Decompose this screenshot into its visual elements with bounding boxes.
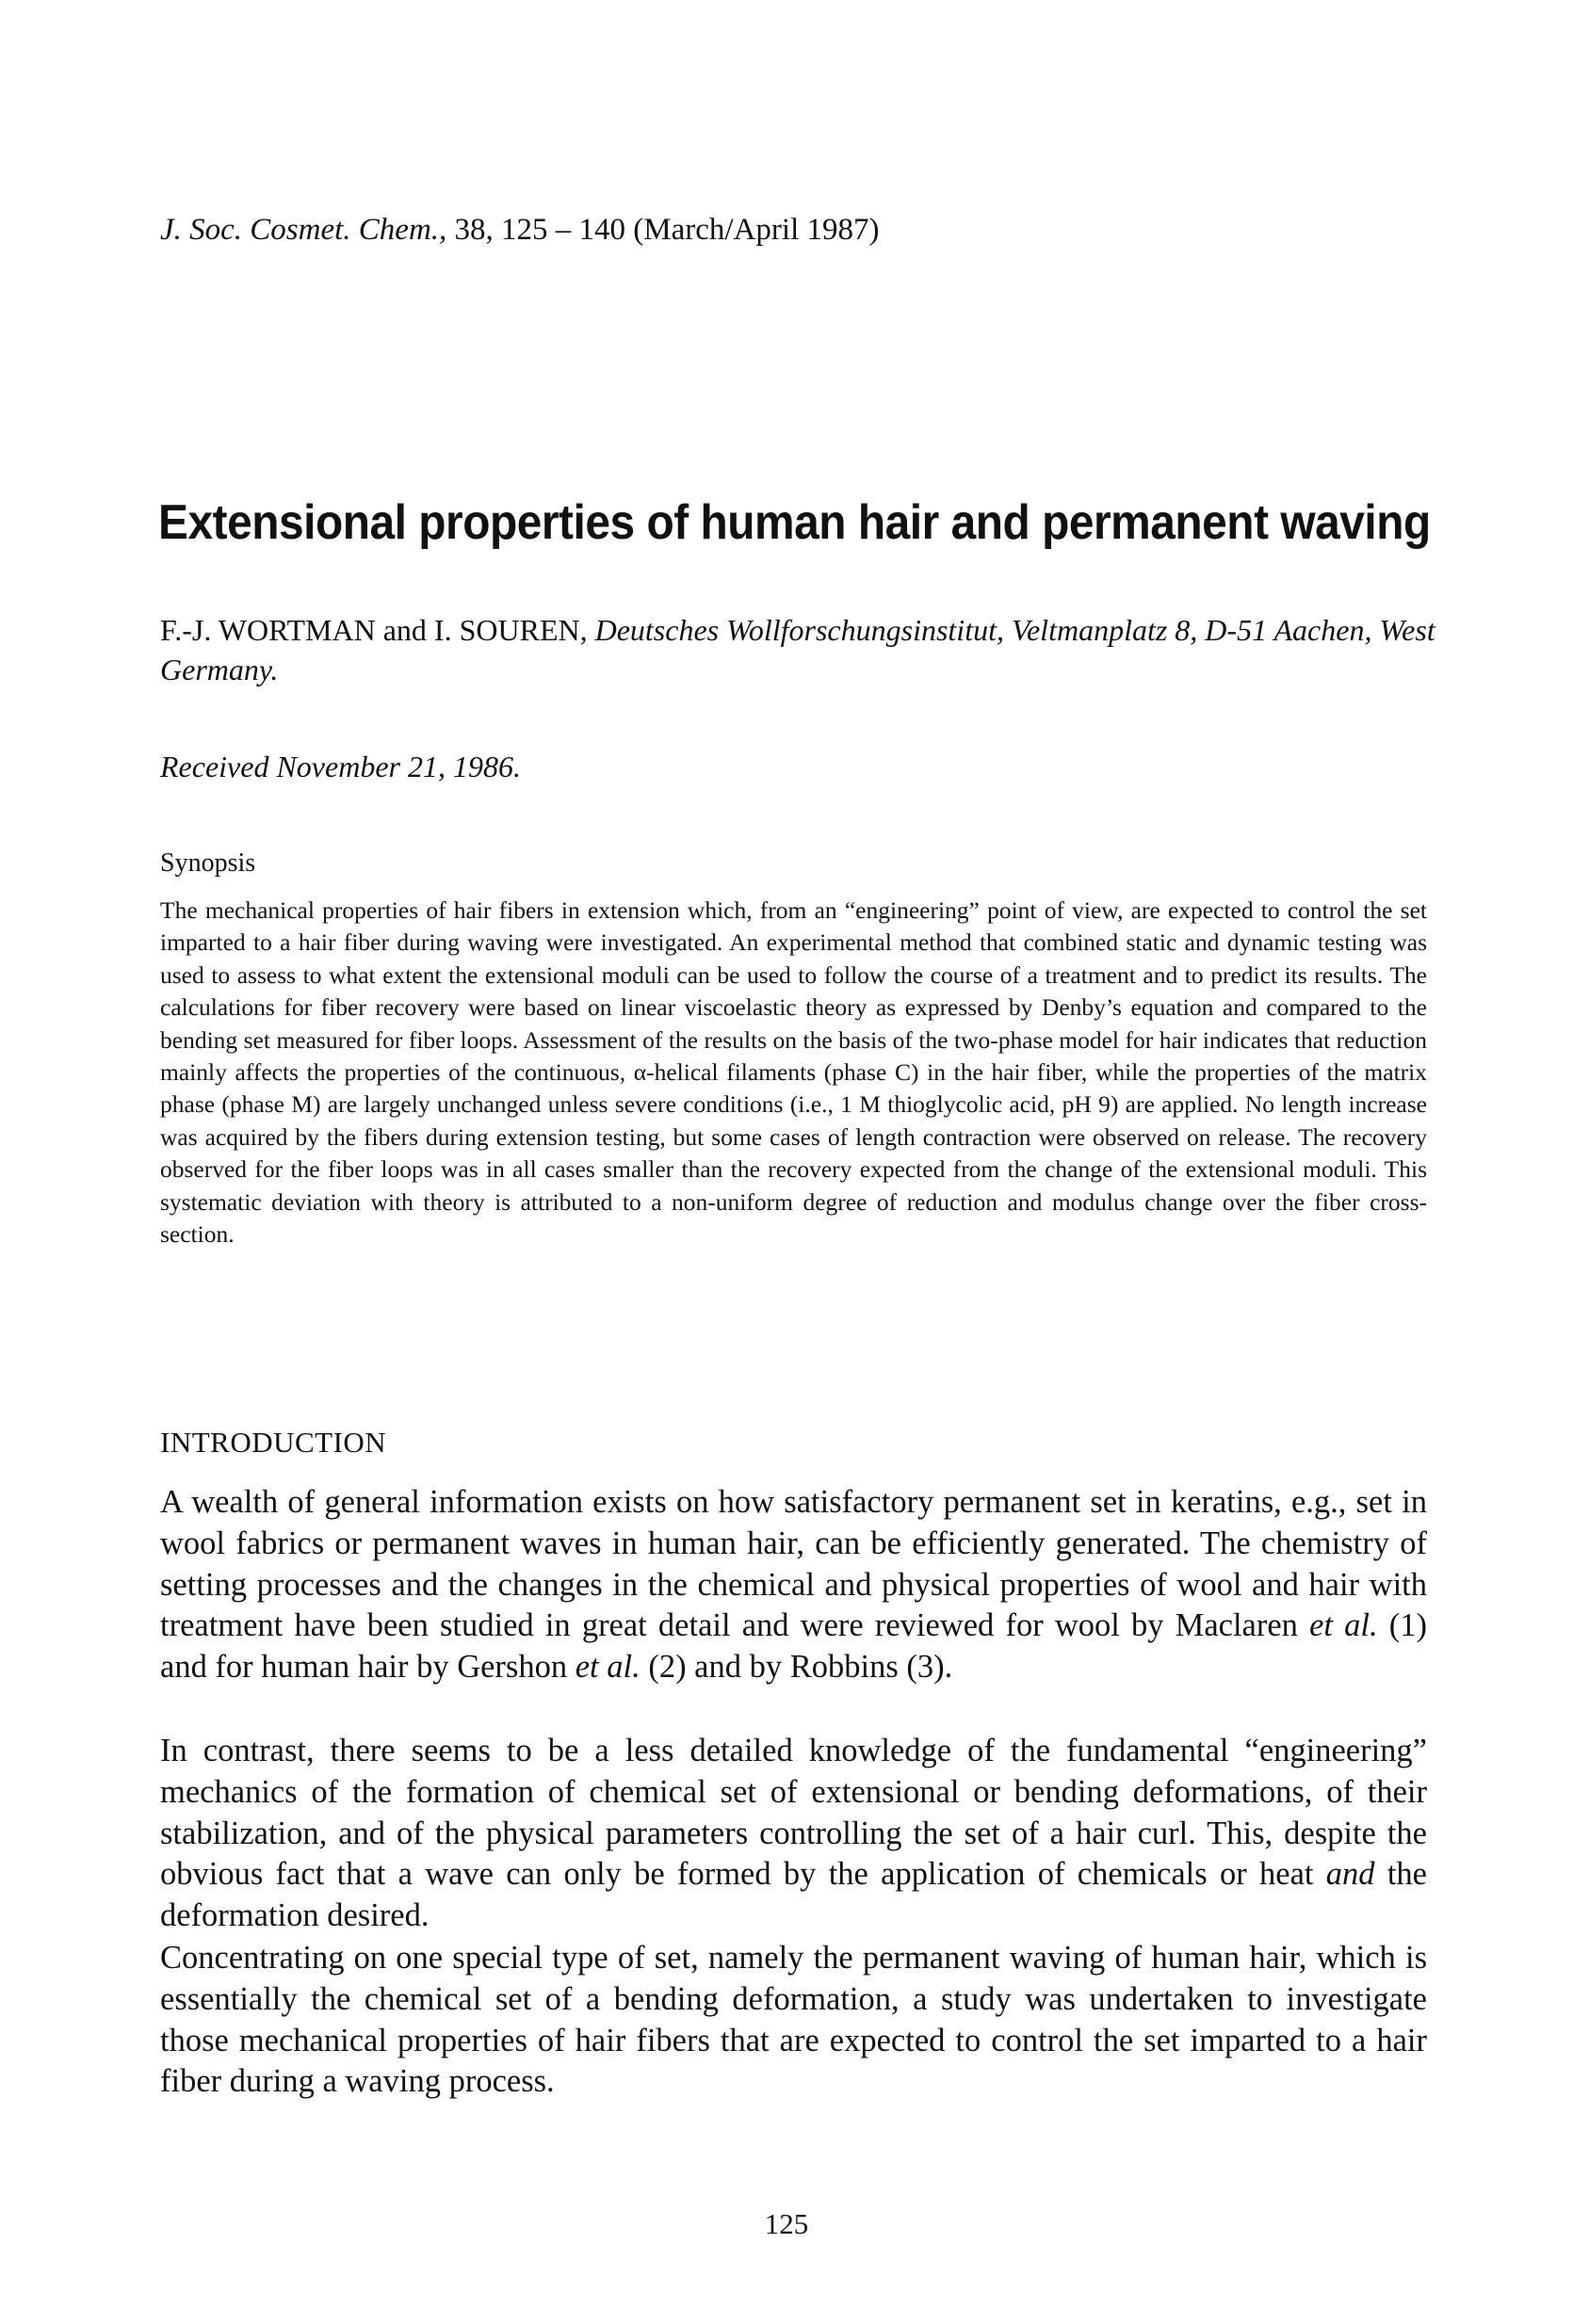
- introduction-paragraph-2: [160, 1731, 1427, 1937]
- journal-volume: 38,: [454, 213, 494, 247]
- paper-title: Extensional properties of human hair and permanent waving: [158, 495, 1431, 550]
- synopsis-heading: Synopsis: [160, 848, 256, 878]
- intro-p1-text-c: (2) and by Robbins (3).: [640, 1649, 953, 1686]
- author-affiliation: Deutsches Wollforschungsinstitut, Veltmanplatz 8, D-51 Aachen, West Germany.: [160, 613, 1435, 686]
- intro-p1-etal-1: et al.: [1309, 1607, 1378, 1644]
- intro-p2-text-b: the deformation desired.: [160, 1856, 1427, 1934]
- journal-pages-date: 125 – 140 (March/April 1987): [501, 213, 880, 247]
- introduction-paragraph-1: [160, 1482, 1427, 1688]
- intro-p2-and: and: [1325, 1856, 1375, 1893]
- intro-p1-text-b: (1) and for human hair by Gershon: [160, 1607, 1428, 1686]
- intro-p2-text-a: In contrast, there seems to be a less detailed knowledge of the fundamental “engineering” mechanics of the formation of chemical set of extensional or bending deformations, of their stabilization, and of the physical parameters controlling the set of a hair curl. This, despite the obvious fact that a wave can only be formed by the application of chemicals or heat: [160, 1733, 1427, 1893]
- received-date: Received November 21, 1986.: [160, 750, 521, 783]
- intro-p1-etal-2: et al.: [575, 1649, 641, 1686]
- author-block: [160, 610, 1451, 689]
- synopsis-body: The mechanical properties of hair fibers in extension which, from an “engineering” point of view, are expected to control the set imparted to a hair fiber during waving were investigated. An experimental method that combined static and dynamic testing was used to assess to what extent the extensional moduli can be used to follow the course of a treatment and to predict its results. The calculations for fiber recovery were based on linear viscoelastic theory as expressed by Denby’s equation and compared to the bending set measured for fiber loops. Assessment of the results on the basis of the two-phase model for hair indicates that reduction mainly affects the properties of the continuous, α-helical filaments (phase C) in the hair fiber, while the properties of the matrix phase (phase M) are largely unchanged unless severe conditions (i.e., 1 M thioglycolic acid, pH 9) are applied. No length increase was acquired by the fibers during extension testing, but some cases of length contraction were observed on release. The recovery observed for the fiber loops was in all cases smaller than the recovery expected from the change of the extensional moduli. This systematic deviation with theory is attributed to a non-uniform degree of reduction and modulus change over the fiber cross-section.: [160, 896, 1427, 1249]
- author-names: F.-J. WORTMAN and I. SOUREN,: [160, 613, 588, 647]
- journal-name: J. Soc. Cosmet. Chem.,: [160, 213, 447, 247]
- intro-p1-text-a: A wealth of general information exists on how satisfactory permanent set in keratins, e.g., set in wool fabrics or permanent waves in human hair, can be efficiently generated. The chemistry of setting processes and the changes in the chemical and physical properties of wool and hair with treatment have been studied in great detail and were reviewed for wool by Maclaren: [160, 1484, 1427, 1644]
- journal-citation: [160, 209, 1479, 250]
- introduction-heading: INTRODUCTION: [160, 1426, 387, 1459]
- introduction-paragraph-3: Concentrating on one special type of set, namely the permanent waving of human hair, which is essentially the chemical set of a bending deformation, a study was undertaken to investigate those mechanical properties of hair fibers that are expected to control the set imparted to a hair fiber during a waving process.: [160, 1940, 1427, 2100]
- page-number: 125: [764, 2207, 809, 2240]
